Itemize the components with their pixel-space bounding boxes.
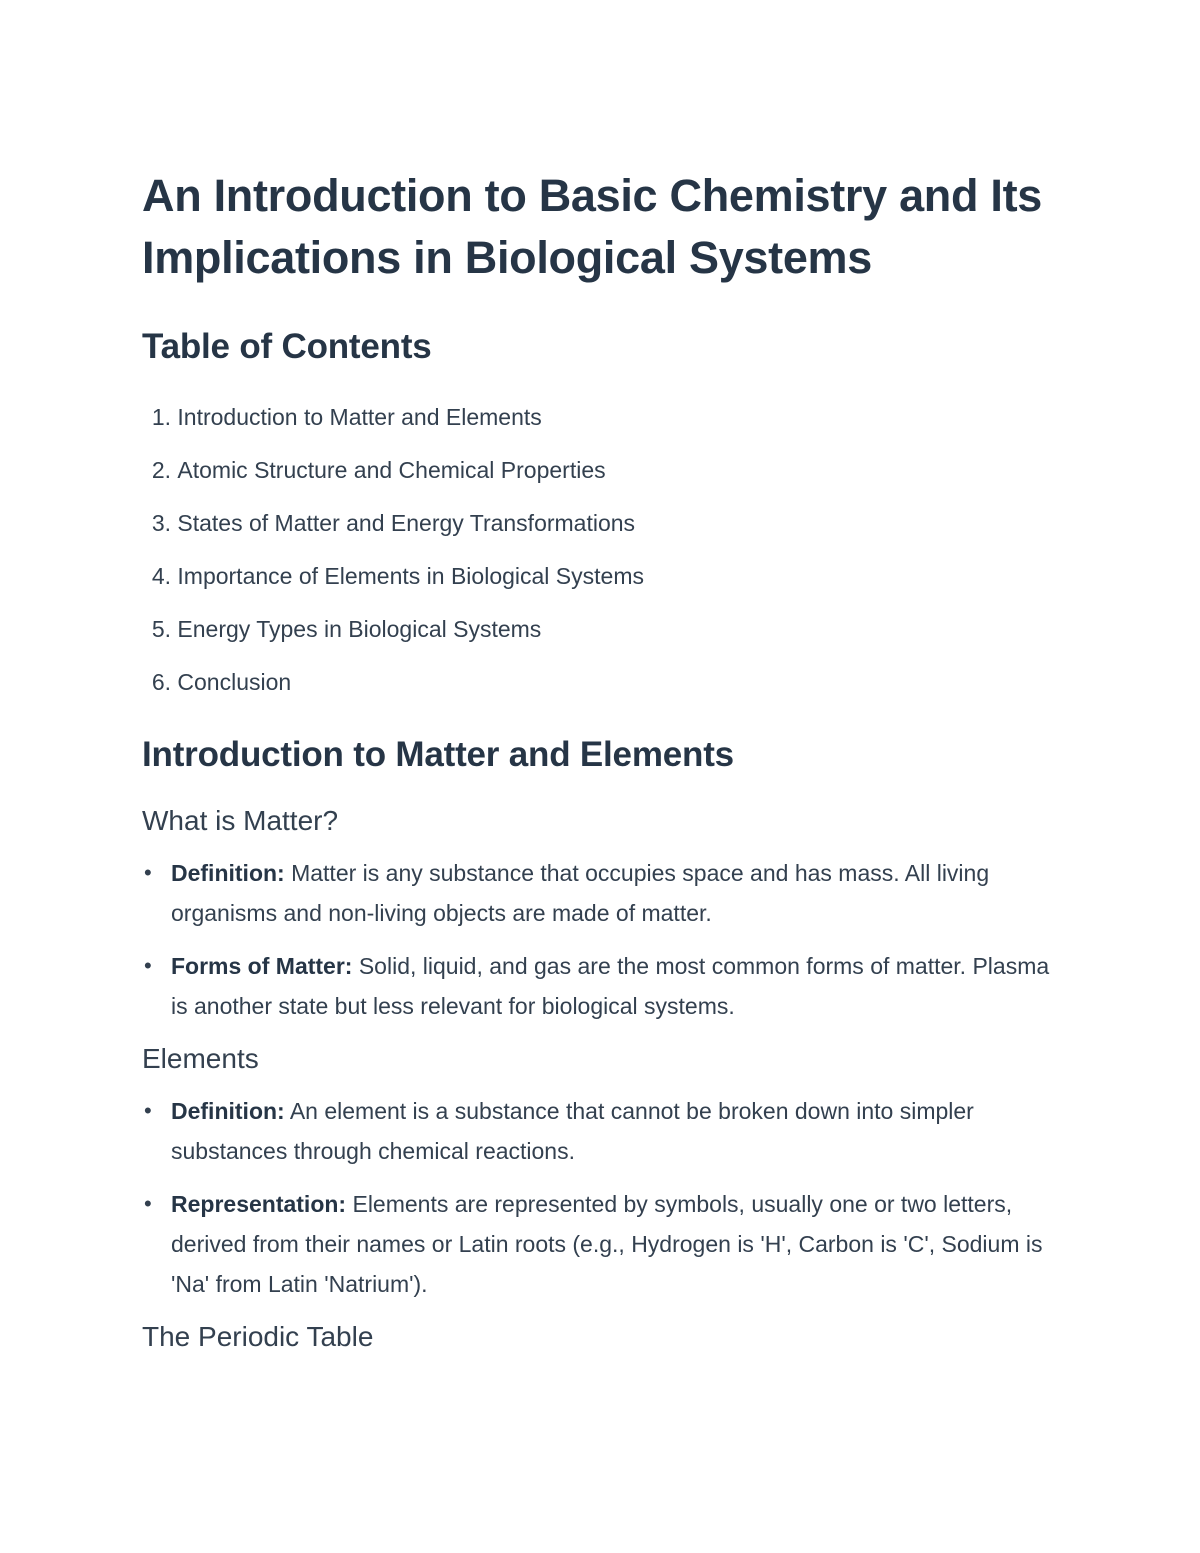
document-title: An Introduction to Basic Chemistry and Its Implications in Biological Systems	[142, 170, 1042, 283]
bullet-icon: •	[144, 1191, 152, 1216]
bullet-term: Definition:	[171, 860, 285, 886]
bullet-icon: •	[144, 953, 152, 978]
subsection-heading-periodic-table: The Periodic Table	[142, 1321, 374, 1352]
section-heading: Introduction to Matter and Elements	[142, 735, 734, 774]
toc-item[interactable]	[142, 550, 1062, 603]
bullet-text: Matter is any substance that occupies space and has mass. All living organisms and non-living objects are made of matter.	[171, 860, 990, 926]
list-item	[142, 853, 1062, 933]
toc-item-label: Conclusion	[177, 669, 292, 695]
bullet-text: Solid, liquid, and gas are the most common forms of matter. Plasma is another state but less relevant for biological systems.	[171, 953, 1050, 1019]
document-page	[142, 165, 1062, 1357]
toc-item[interactable]	[142, 656, 1062, 709]
list-item	[142, 946, 1062, 1026]
toc-item-number: 2.	[151, 457, 171, 483]
bullet-icon: •	[144, 860, 152, 885]
toc-list	[142, 391, 1062, 709]
toc-item-number: 4.	[151, 563, 171, 589]
toc-item-number: 5.	[151, 616, 171, 642]
bullet-text: An element is a substance that cannot be broken down into simpler substances through chemical reactions.	[171, 1098, 974, 1164]
bullet-term: Definition:	[171, 1098, 285, 1124]
toc-item-number: 6.	[151, 669, 171, 695]
toc-item[interactable]	[142, 497, 1062, 550]
bullet-list-matter	[142, 853, 1062, 1026]
list-item	[142, 1184, 1062, 1304]
toc-item-label: Introduction to Matter and Elements	[177, 404, 542, 430]
toc-item[interactable]	[142, 603, 1062, 656]
toc-item-label: Importance of Elements in Biological Systems	[177, 563, 644, 589]
toc-item[interactable]	[142, 444, 1062, 497]
bullet-term: Forms of Matter:	[171, 953, 353, 979]
toc-item[interactable]	[142, 391, 1062, 444]
toc-item-label: Atomic Structure and Chemical Properties	[177, 457, 606, 483]
bullet-icon: •	[144, 1098, 152, 1123]
subsection-heading-matter: What is Matter?	[142, 805, 339, 836]
toc-item-number: 3.	[151, 510, 171, 536]
subsection-heading-elements: Elements	[142, 1043, 259, 1074]
toc-item-label: States of Matter and Energy Transformations	[177, 510, 636, 536]
bullet-text: Elements are represented by symbols, usually one or two letters, derived from their names or Latin roots (e.g., Hydrogen is 'H', Carbon is 'C', Sodium is 'Na' from Latin 'Natrium').	[171, 1191, 1043, 1297]
toc-item-label: Energy Types in Biological Systems	[177, 616, 542, 642]
toc-heading: Table of Contents	[142, 327, 432, 366]
toc-item-number: 1.	[151, 404, 171, 430]
bullet-list-elements	[142, 1091, 1062, 1304]
bullet-term: Representation:	[171, 1191, 347, 1217]
list-item	[142, 1091, 1062, 1171]
